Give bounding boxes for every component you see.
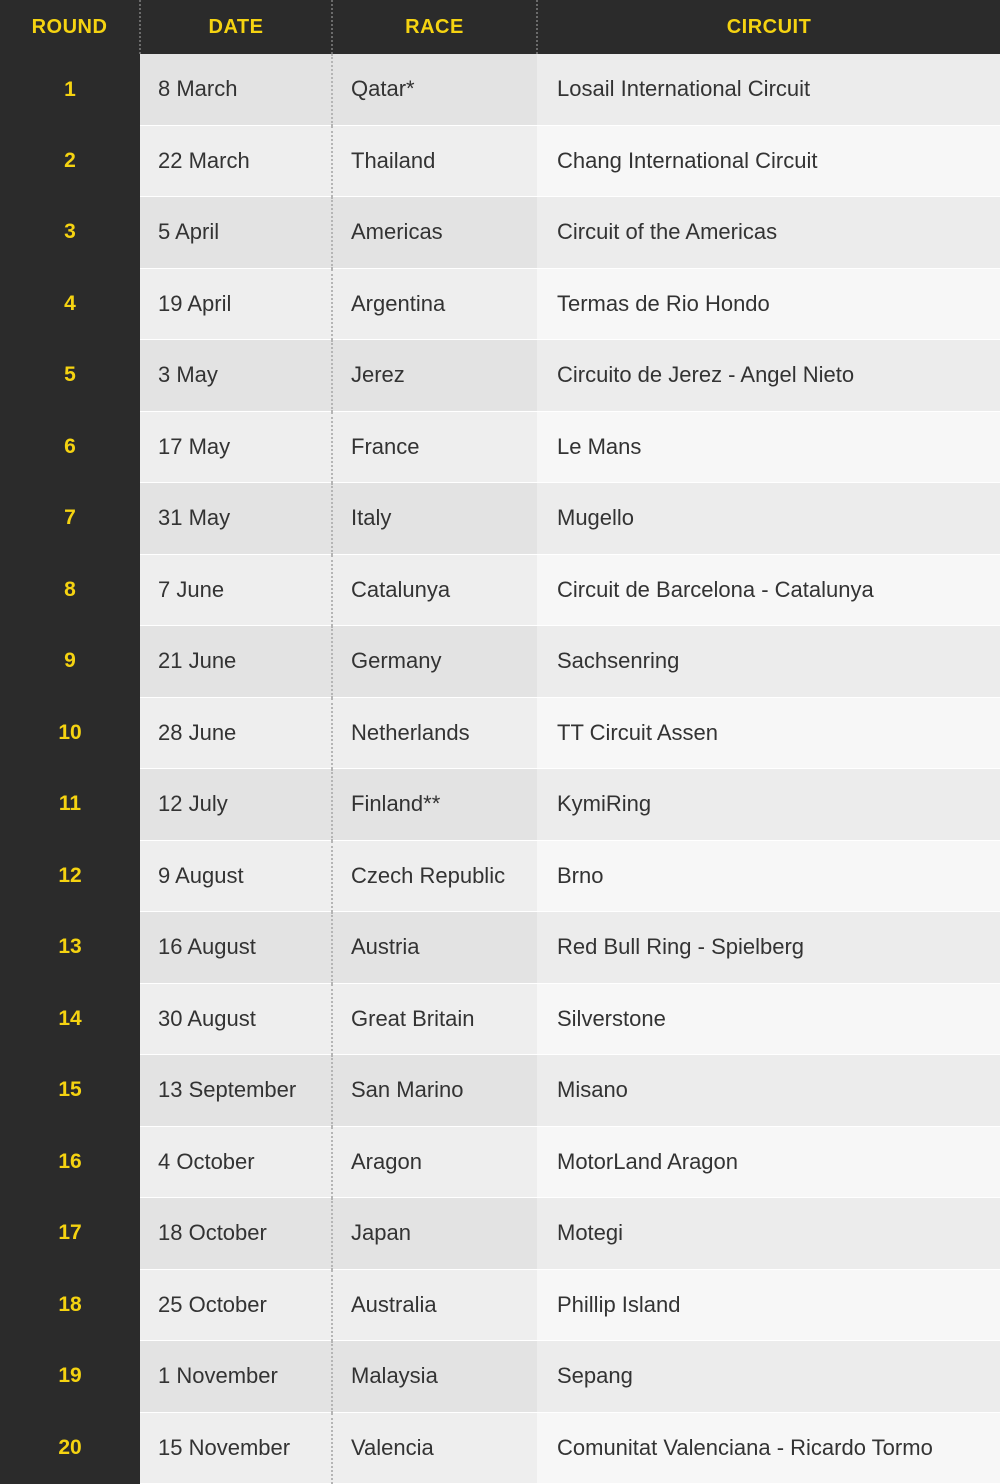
cell-race: Italy: [332, 483, 537, 555]
cell-round: 5: [0, 340, 140, 412]
cell-date: 30 August: [140, 983, 332, 1055]
cell-round: 18: [0, 1269, 140, 1341]
cell-round: 17: [0, 1198, 140, 1270]
cell-circuit: KymiRing: [537, 769, 1000, 841]
cell-round: 20: [0, 1412, 140, 1484]
cell-race: Japan: [332, 1198, 537, 1270]
cell-date: 17 May: [140, 411, 332, 483]
cell-circuit: Circuit of the Americas: [537, 197, 1000, 269]
column-header-circuit: CIRCUIT: [537, 0, 1000, 54]
column-header-race: RACE: [332, 0, 537, 54]
cell-date: 18 October: [140, 1198, 332, 1270]
cell-circuit: Silverstone: [537, 983, 1000, 1055]
cell-date: 21 June: [140, 626, 332, 698]
cell-race: Qatar*: [332, 54, 537, 125]
table-row: [0, 54, 1000, 125]
table-row: [0, 554, 1000, 626]
cell-date: 3 May: [140, 340, 332, 412]
cell-race: Valencia: [332, 1412, 537, 1484]
cell-race: Malaysia: [332, 1341, 537, 1413]
cell-circuit: Losail International Circuit: [537, 54, 1000, 125]
cell-date: 12 July: [140, 769, 332, 841]
cell-date: 9 August: [140, 840, 332, 912]
cell-circuit: Motegi: [537, 1198, 1000, 1270]
cell-circuit: TT Circuit Assen: [537, 697, 1000, 769]
table-row: [0, 1126, 1000, 1198]
table-header: [0, 0, 1000, 54]
cell-round: 11: [0, 769, 140, 841]
cell-date: 25 October: [140, 1269, 332, 1341]
cell-circuit: Chang International Circuit: [537, 125, 1000, 197]
cell-circuit: Red Bull Ring - Spielberg: [537, 912, 1000, 984]
table-header-row: [0, 0, 1000, 54]
table-row: [0, 411, 1000, 483]
cell-circuit: Misano: [537, 1055, 1000, 1127]
table-row: [0, 626, 1000, 698]
cell-race: Thailand: [332, 125, 537, 197]
table-row: [0, 125, 1000, 197]
cell-date: 15 November: [140, 1412, 332, 1484]
table-row: [0, 983, 1000, 1055]
cell-circuit: Circuito de Jerez - Angel Nieto: [537, 340, 1000, 412]
cell-round: 16: [0, 1126, 140, 1198]
cell-round: 6: [0, 411, 140, 483]
cell-circuit: Brno: [537, 840, 1000, 912]
table-row: [0, 912, 1000, 984]
cell-date: 31 May: [140, 483, 332, 555]
table-row: [0, 1055, 1000, 1127]
cell-race: San Marino: [332, 1055, 537, 1127]
cell-circuit: Le Mans: [537, 411, 1000, 483]
cell-race: Czech Republic: [332, 840, 537, 912]
cell-round: 7: [0, 483, 140, 555]
table-row: [0, 1341, 1000, 1413]
table-row: [0, 697, 1000, 769]
cell-race: Argentina: [332, 268, 537, 340]
cell-date: 4 October: [140, 1126, 332, 1198]
table-body: [0, 54, 1000, 1484]
table-row: [0, 340, 1000, 412]
table-row: [0, 1198, 1000, 1270]
cell-circuit: Circuit de Barcelona - Catalunya: [537, 554, 1000, 626]
cell-race: Jerez: [332, 340, 537, 412]
cell-round: 14: [0, 983, 140, 1055]
cell-date: 13 September: [140, 1055, 332, 1127]
table-row: [0, 483, 1000, 555]
cell-round: 1: [0, 54, 140, 125]
cell-race: Austria: [332, 912, 537, 984]
cell-circuit: Sepang: [537, 1341, 1000, 1413]
cell-circuit: Mugello: [537, 483, 1000, 555]
cell-race: Aragon: [332, 1126, 537, 1198]
cell-circuit: Termas de Rio Hondo: [537, 268, 1000, 340]
cell-round: 9: [0, 626, 140, 698]
table-row: [0, 197, 1000, 269]
table-row: [0, 769, 1000, 841]
table-row: [0, 840, 1000, 912]
column-header-round: ROUND: [0, 0, 140, 54]
cell-round: 3: [0, 197, 140, 269]
column-header-date: DATE: [140, 0, 332, 54]
cell-race: Germany: [332, 626, 537, 698]
cell-date: 16 August: [140, 912, 332, 984]
cell-race: Catalunya: [332, 554, 537, 626]
cell-race: Americas: [332, 197, 537, 269]
cell-race: Australia: [332, 1269, 537, 1341]
cell-date: 1 November: [140, 1341, 332, 1413]
cell-round: 13: [0, 912, 140, 984]
cell-round: 10: [0, 697, 140, 769]
cell-round: 8: [0, 554, 140, 626]
cell-circuit: Comunitat Valenciana - Ricardo Tormo: [537, 1412, 1000, 1484]
cell-date: 28 June: [140, 697, 332, 769]
cell-circuit: MotorLand Aragon: [537, 1126, 1000, 1198]
cell-race: Netherlands: [332, 697, 537, 769]
cell-date: 8 March: [140, 54, 332, 125]
cell-round: 2: [0, 125, 140, 197]
cell-date: 5 April: [140, 197, 332, 269]
cell-race: Great Britain: [332, 983, 537, 1055]
cell-date: 7 June: [140, 554, 332, 626]
cell-race: France: [332, 411, 537, 483]
cell-circuit: Sachsenring: [537, 626, 1000, 698]
cell-race: Finland**: [332, 769, 537, 841]
cell-date: 22 March: [140, 125, 332, 197]
cell-round: 12: [0, 840, 140, 912]
table-row: [0, 268, 1000, 340]
cell-round: 15: [0, 1055, 140, 1127]
cell-round: 19: [0, 1341, 140, 1413]
cell-round: 4: [0, 268, 140, 340]
cell-date: 19 April: [140, 268, 332, 340]
table-row: [0, 1269, 1000, 1341]
table-row: [0, 1412, 1000, 1484]
cell-circuit: Phillip Island: [537, 1269, 1000, 1341]
